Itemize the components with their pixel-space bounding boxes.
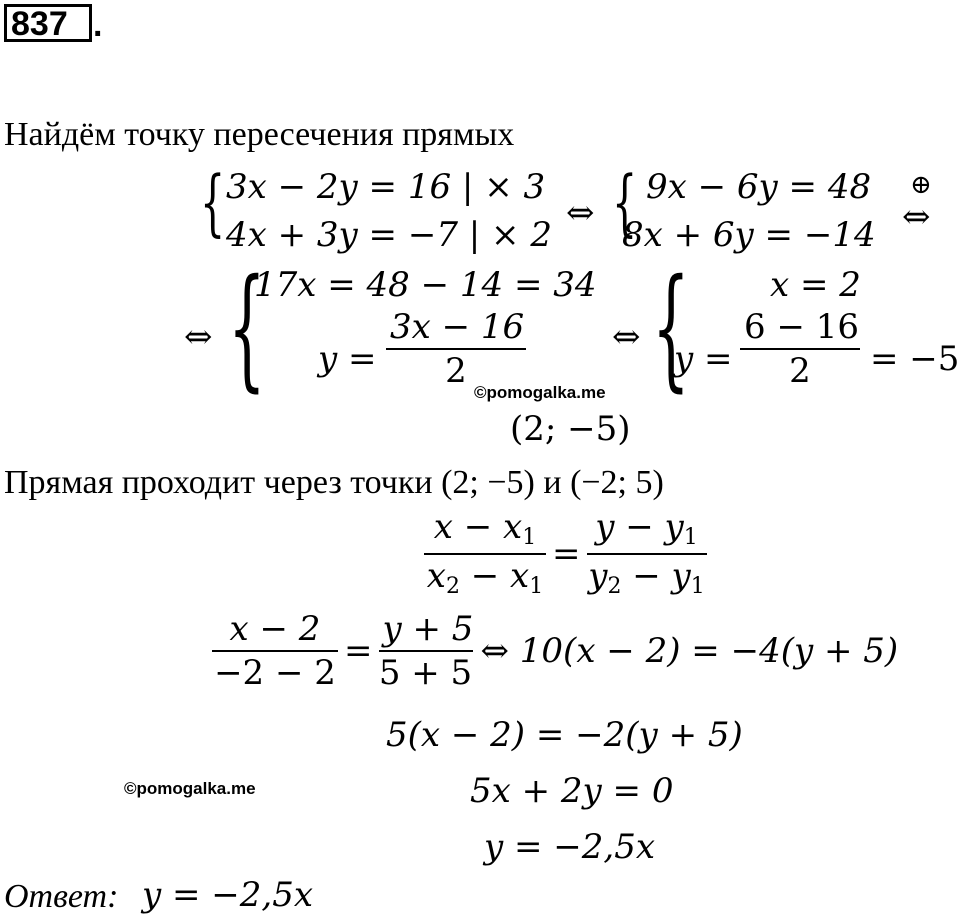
system1-eq1: 3x − 2y = 16 | × 3: [226, 167, 546, 207]
subst-numerator-right: y + 5: [379, 612, 473, 652]
formula-denominator-left: $x_2 - x_1$: [426, 556, 544, 599]
step-2: 5x + 2y = 0: [470, 771, 674, 811]
subst-denominator-right: 5 + 5: [378, 653, 473, 693]
step-1: 5(x − 2) = −2(y + 5): [386, 715, 743, 755]
system3-eq1: 17x = 48 − 14 = 34: [254, 265, 597, 305]
two-point-formula: [424, 507, 707, 599]
equivalence-arrow: ⇔: [902, 197, 931, 237]
system4-eq2-rhs: = −5: [870, 339, 960, 379]
intersection-point: (2; −5): [510, 409, 631, 449]
step-3: y = −2,5x: [484, 827, 656, 867]
intro-text: Найдём точку пересечения прямых: [4, 116, 515, 153]
oplus-sign: ⊕: [910, 170, 932, 200]
answer-value: y = −2,5x: [142, 875, 314, 915]
problem-number-dot: .: [93, 6, 103, 44]
fraction-numerator: 3x − 16: [386, 310, 526, 350]
formula-numerator-right: $y - y_1$: [587, 510, 707, 555]
left-brace: {: [228, 251, 266, 405]
answer-label: Ответ:: [4, 878, 119, 915]
formula-denominator-right: $y_2 - y_1$: [588, 556, 705, 599]
system4-eq1: x = 2: [770, 265, 861, 305]
system2-eq2: 8x + 6y = −14: [622, 215, 876, 255]
left-brace: {: [612, 160, 638, 244]
problem-number: 837: [4, 4, 92, 42]
system2-eq1: 9x − 6y = 48: [646, 167, 872, 207]
line-text: Прямая проходит через точки (2; −5) и (−2; 5): [4, 464, 664, 501]
subst-rhs: ⇔ 10(x − 2) = −4(y + 5): [480, 631, 899, 671]
system1-eq2: 4x + 3y = −7 | × 2: [226, 215, 552, 255]
watermark: ©pomogalka.me: [474, 383, 606, 402]
formula-numerator-left: $x - x_1$: [424, 510, 546, 555]
equivalence-arrow: ⇔: [612, 317, 641, 357]
fraction-denominator: 2: [789, 351, 811, 391]
system4-eq2-fraction: [740, 307, 860, 391]
subst-denominator-left: −2 − 2: [214, 653, 336, 693]
watermark: ©pomogalka.me: [124, 779, 256, 798]
substituted-formula: [212, 609, 899, 693]
fraction-denominator: 2: [445, 351, 467, 391]
equals-sign: =: [552, 534, 581, 574]
system4-eq2-lhs: y =: [674, 339, 733, 379]
fraction-numerator: 6 − 16: [740, 310, 860, 350]
subst-numerator-left: x − 2: [212, 612, 338, 652]
system3-eq2-fraction: [386, 307, 526, 391]
equivalence-arrow: ⇔: [566, 193, 595, 233]
equivalence-arrow: ⇔: [184, 317, 213, 357]
equals-sign: =: [344, 631, 373, 671]
left-brace: {: [652, 251, 690, 405]
system3-eq2-lhs: y =: [318, 339, 377, 379]
left-brace: {: [200, 160, 226, 244]
